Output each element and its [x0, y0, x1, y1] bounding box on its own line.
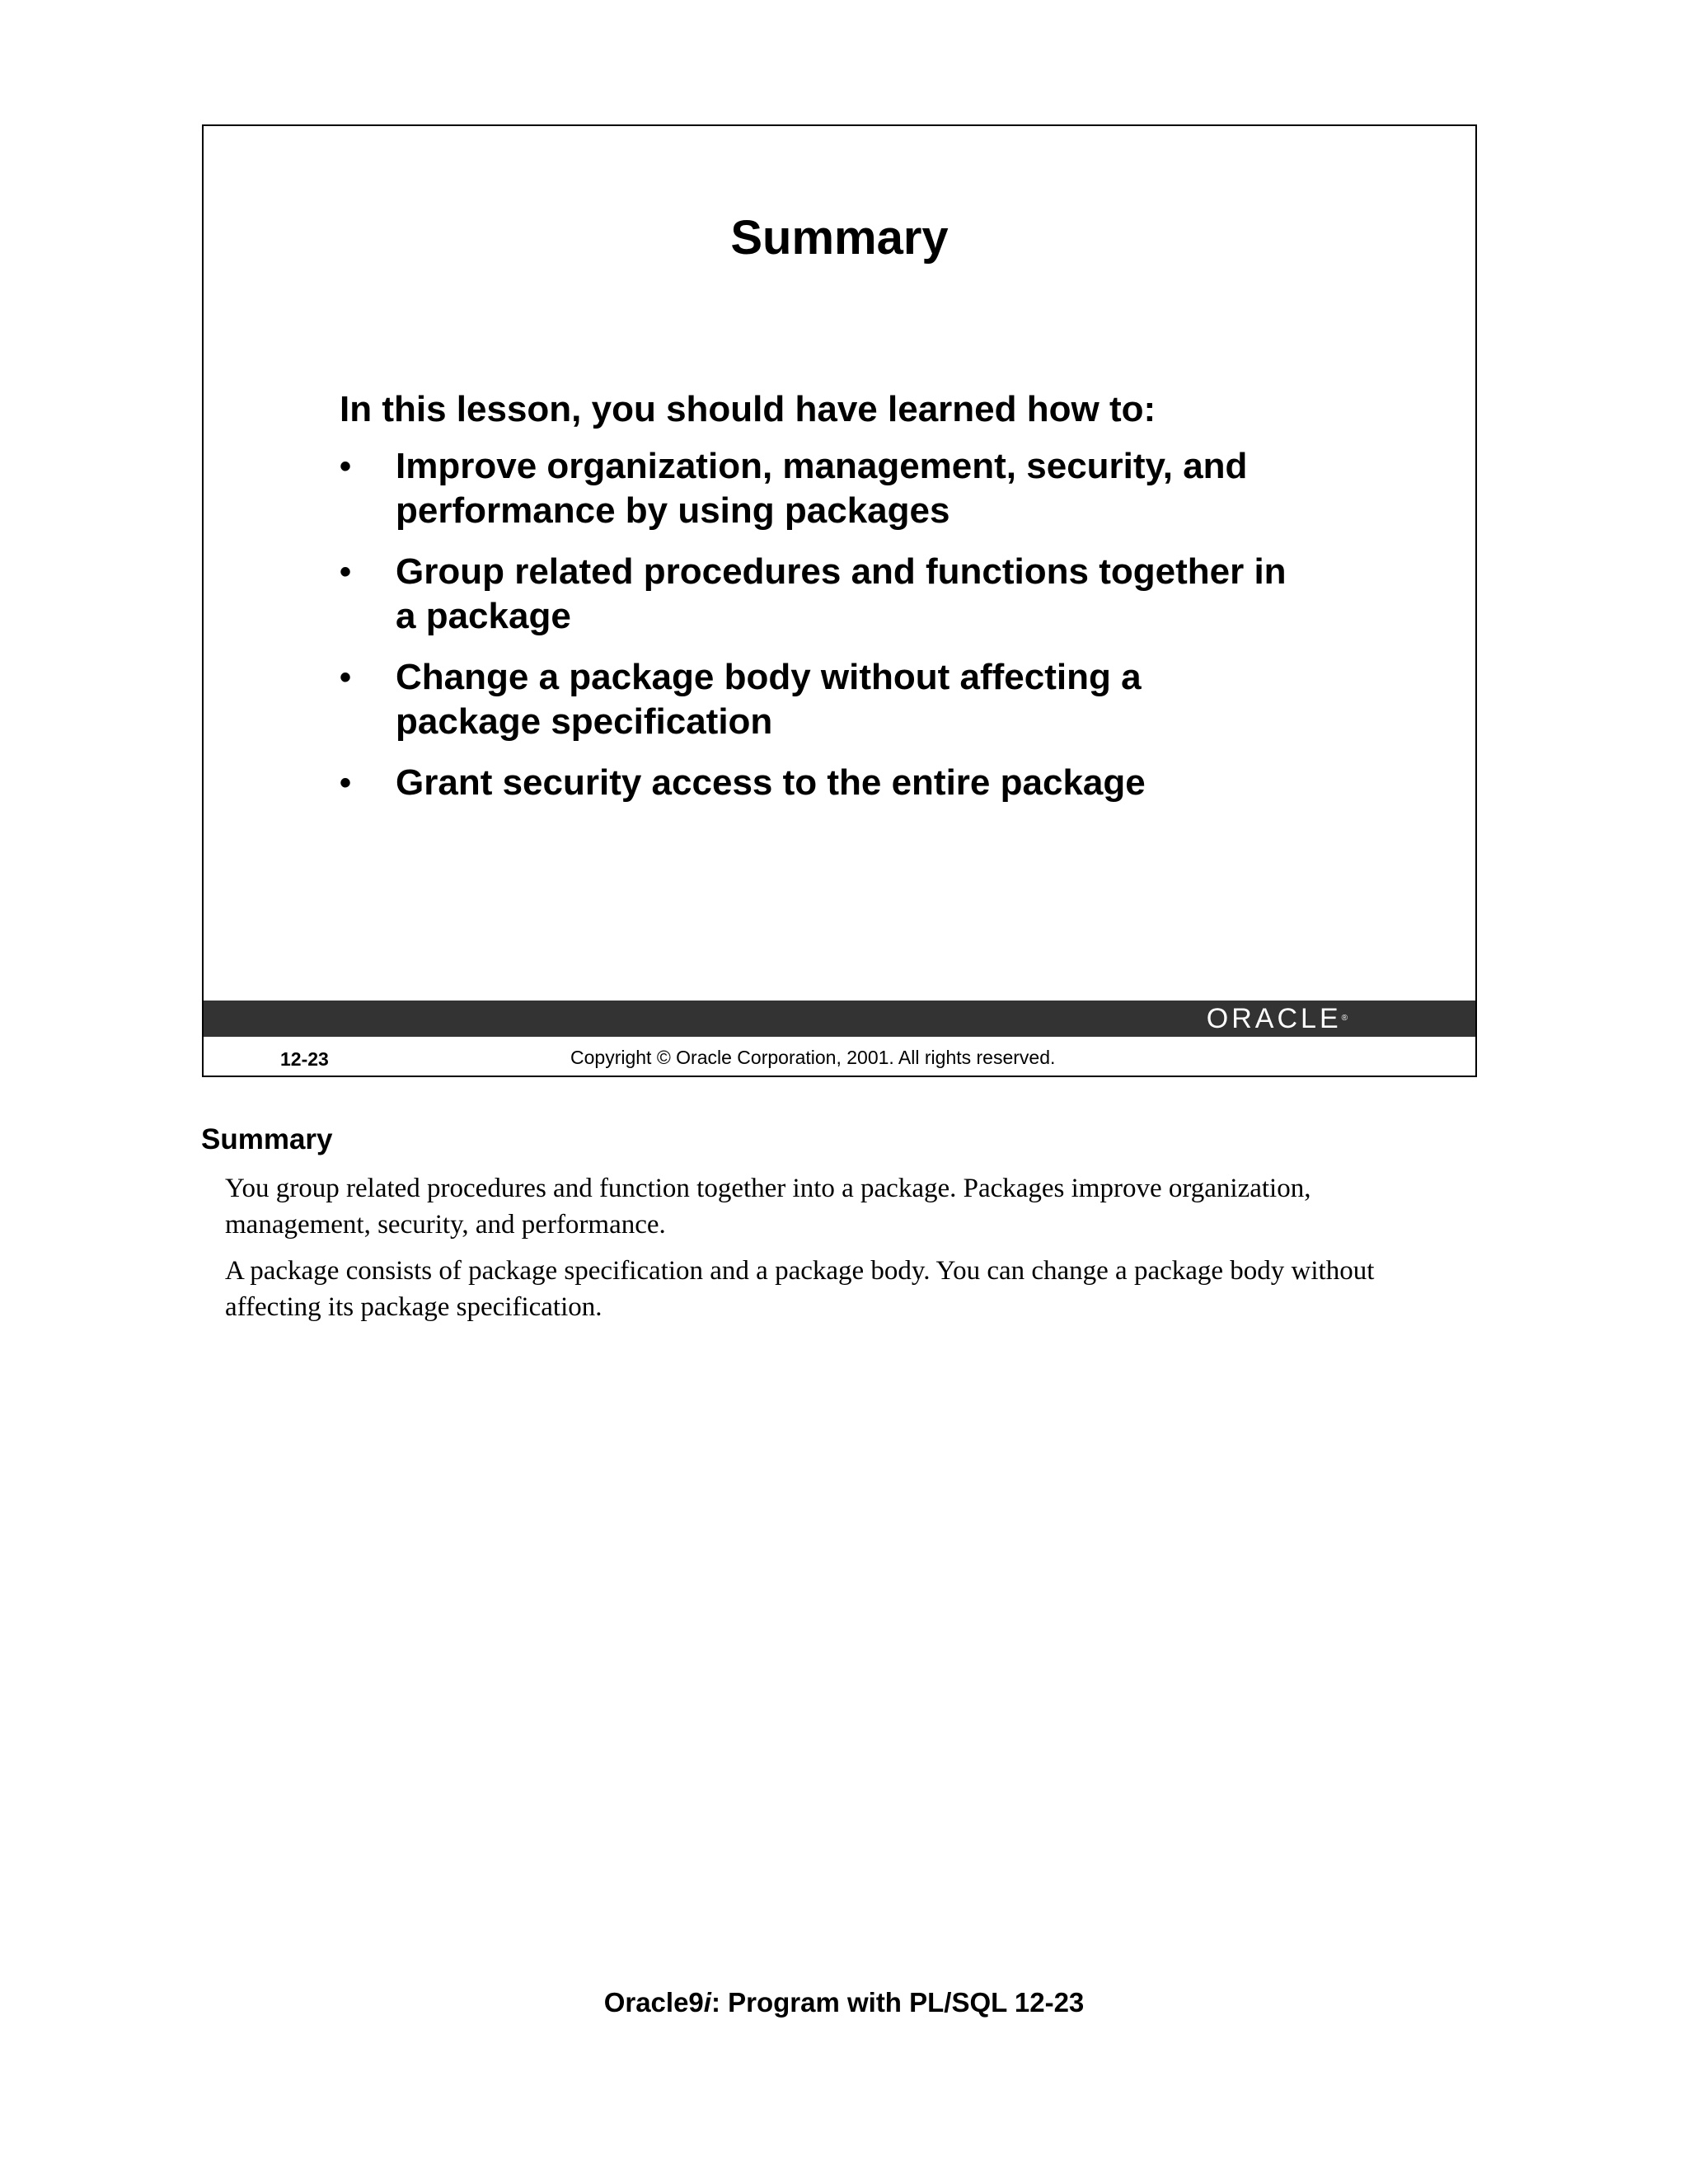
- slide-title: Summary: [730, 211, 949, 265]
- bullet-icon: •: [340, 448, 352, 485]
- oracle-logo-text: ORACLE: [1206, 1003, 1342, 1034]
- bullet-item: [340, 655, 1287, 744]
- notes-paragraph: You group related procedures and function together into a package. Packages improve organization, management, security, and performance.: [225, 1174, 1311, 1240]
- bullet-icon: •: [340, 659, 352, 696]
- oracle-logo-mark: ®: [1341, 1014, 1348, 1023]
- footer-prefix: Oracle9: [603, 1987, 704, 2018]
- slide-intro: In this lesson, you should have learned how to:: [340, 389, 1156, 429]
- oracle-footer-bar: [204, 1001, 1475, 1037]
- bullet-list: [340, 444, 1287, 822]
- bullet-icon: •: [340, 554, 352, 590]
- bullet-text: Grant security access to the entire package: [396, 762, 1146, 803]
- footer-italic: i: [703, 1987, 711, 2018]
- slide-number: 12-23: [280, 1048, 329, 1070]
- bullet-item: [340, 550, 1287, 639]
- notes-paragraph: A package consists of package specification and a package body. You can change a package body without affecting its package specification.: [225, 1256, 1375, 1322]
- bullet-text: Improve organization, management, security, and performance by using packages: [396, 446, 1248, 531]
- page-footer: [0, 1986, 1688, 2019]
- bullet-text: Group related procedures and functions together in a package: [396, 551, 1287, 636]
- footer-suffix: : Program with PL/SQL 12-23: [710, 1987, 1085, 2018]
- bullet-item: [340, 761, 1287, 805]
- bullet-text: Change a package body without affecting a package specification: [396, 657, 1142, 742]
- notes-heading: Summary: [201, 1123, 333, 1155]
- bullet-item: [340, 444, 1287, 533]
- oracle-logo: [1207, 1001, 1348, 1037]
- copyright-notice: Copyright © Oracle Corporation, 2001. All rights reserved.: [570, 1047, 1056, 1068]
- slide-frame: [202, 124, 1477, 1077]
- bullet-icon: •: [340, 765, 352, 801]
